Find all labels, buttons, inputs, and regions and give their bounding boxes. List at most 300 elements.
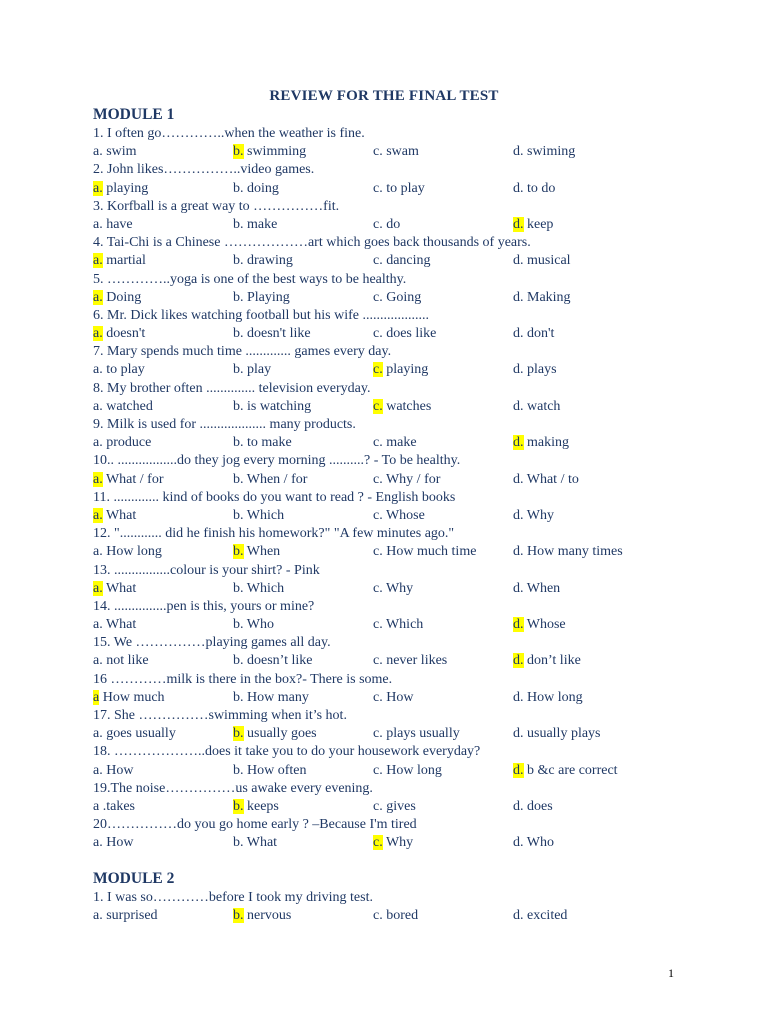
answer-text: How	[102, 762, 134, 778]
answer-letter: b.	[233, 398, 244, 414]
answer-option	[513, 252, 571, 270]
answer-text: have	[102, 216, 133, 232]
answer-text: to play	[382, 180, 425, 196]
answer-option	[93, 252, 146, 270]
answer-text: to make	[243, 435, 292, 451]
answer-option	[513, 325, 554, 343]
answer-text: How long	[523, 689, 583, 705]
answer-letter: c.	[373, 689, 383, 705]
answer-option	[233, 252, 293, 270]
answer-letter: b.	[233, 689, 244, 705]
answer-letter: b.	[233, 362, 244, 378]
answer-letter: d.	[513, 253, 524, 269]
answer-text: Why	[523, 507, 554, 523]
answer-text: When / for	[243, 471, 308, 487]
answer-text: do	[382, 216, 401, 232]
answer-text: goes usually	[102, 726, 176, 742]
answer-text: does like	[382, 326, 437, 342]
selected-answer-letter: d.	[513, 617, 524, 633]
question-text: 12. "............ did he finish his homework?" "A few minutes ago."	[93, 526, 455, 542]
selected-answer-letter: a.	[93, 289, 103, 305]
answer-options	[93, 725, 693, 743]
answer-text: swiming	[523, 144, 576, 160]
question-item	[93, 780, 693, 816]
answer-text: What	[243, 835, 278, 851]
answer-letter: b.	[233, 289, 244, 305]
question-text: 14. ...............pen is this, yours or mine?	[93, 598, 315, 614]
answer-text: excited	[523, 908, 568, 924]
answer-letter: a.	[93, 216, 103, 232]
selected-answer-letter: d.	[513, 216, 524, 232]
answer-option	[93, 543, 162, 561]
selected-answer-letter: a.	[93, 580, 103, 596]
answer-letter: c.	[373, 580, 383, 596]
answer-letter: a.	[93, 435, 103, 451]
answer-letter: b.	[233, 216, 244, 232]
question-text: 7. Mary spends much time ............. games every day.	[93, 344, 392, 360]
question-text: 8. My brother often .............. television everyday.	[93, 380, 371, 396]
answer-option	[233, 289, 290, 307]
answer-option	[513, 616, 566, 634]
answer-option	[233, 398, 311, 416]
question-item	[93, 562, 693, 598]
answer-text: swimming	[243, 144, 307, 160]
question-text: 3. Korfball is a great way to ……………fit.	[93, 198, 340, 214]
question-text: 17. She ……………swimming when it’s hot.	[93, 708, 347, 723]
question-item	[93, 707, 693, 743]
answer-letter: c.	[373, 544, 383, 560]
answer-letter: c.	[373, 253, 383, 269]
answer-letter: d.	[513, 544, 524, 560]
answer-option	[373, 652, 447, 670]
answer-letter: a.	[93, 653, 103, 669]
answer-text: Whose	[523, 617, 566, 633]
question-item	[93, 816, 693, 852]
answer-text: plays	[523, 362, 557, 378]
answer-option	[513, 580, 560, 598]
answer-text: dancing	[382, 253, 431, 269]
answer-text: When	[243, 544, 281, 560]
answer-option	[233, 762, 307, 780]
answer-option	[513, 507, 554, 525]
answer-option	[233, 616, 274, 634]
answer-option	[373, 398, 431, 416]
answer-option	[93, 216, 133, 234]
answer-letter: a.	[93, 398, 103, 414]
answer-option	[513, 471, 579, 489]
answer-letter: d.	[513, 580, 524, 596]
answer-letter: a.	[93, 908, 103, 924]
selected-answer-letter: b.	[233, 544, 244, 560]
answer-option	[233, 216, 277, 234]
answer-letter: d.	[513, 180, 524, 196]
question-text: 1. I often go…………..when the weather is fine.	[93, 126, 365, 141]
answer-text: Which	[382, 617, 424, 633]
answer-letter: d.	[513, 289, 524, 305]
answer-options	[93, 252, 693, 270]
answer-options	[93, 834, 693, 852]
answer-options	[93, 180, 693, 198]
module-1-heading: MODULE 1	[93, 106, 175, 123]
question-text: 20……………do you go home early ? –Because I'm tired	[93, 817, 417, 833]
answer-text: What / to	[523, 471, 579, 487]
answer-option	[93, 834, 133, 852]
answer-option	[233, 580, 284, 598]
answer-option	[513, 834, 554, 852]
answer-option	[513, 762, 618, 780]
answer-letter: a.	[93, 617, 103, 633]
answer-letter: b.	[233, 617, 244, 633]
answer-text: doesn't	[102, 326, 146, 342]
answer-letter: a.	[93, 762, 103, 778]
answer-option	[233, 325, 311, 343]
answer-option	[93, 907, 158, 925]
answer-text: Making	[523, 289, 571, 305]
answer-text: playing	[382, 362, 429, 378]
answer-letter: d.	[513, 908, 524, 924]
selected-answer-letter: d.	[513, 435, 524, 451]
question-text: 16 …………milk is there in the box?- There is some.	[93, 671, 393, 687]
answer-text: How many times	[523, 544, 623, 560]
selected-answer-letter: a.	[93, 326, 103, 342]
answer-option	[93, 434, 151, 452]
question-text: 18. ………………..does it take you to do your housework everyday?	[93, 744, 481, 760]
question-item	[93, 234, 693, 270]
module-2-heading: MODULE 2	[93, 870, 175, 887]
answer-option	[373, 434, 417, 452]
answer-option	[513, 652, 581, 670]
answer-text: plays usually	[382, 726, 460, 742]
answer-letter: d.	[513, 398, 524, 414]
answer-text: Who	[243, 617, 274, 633]
answer-options	[93, 689, 693, 707]
selected-answer-letter: c.	[373, 398, 383, 414]
answer-text: How often	[243, 762, 307, 778]
answer-letter: c.	[373, 617, 383, 633]
answer-options	[93, 507, 693, 525]
answer-option	[93, 471, 164, 489]
answer-option	[373, 289, 421, 307]
answer-option	[373, 725, 460, 743]
answer-text: Doing	[102, 289, 142, 305]
question-item	[93, 489, 693, 525]
answer-option	[93, 798, 135, 816]
answer-option	[373, 471, 440, 489]
answer-option	[373, 907, 418, 925]
answer-option	[373, 325, 436, 343]
question-item	[93, 307, 693, 343]
answer-letter: c.	[373, 507, 383, 523]
answer-letter: b.	[233, 507, 244, 523]
answer-text: bored	[382, 908, 419, 924]
answer-text: swim	[102, 144, 137, 160]
answer-option	[373, 180, 425, 198]
answer-option	[93, 398, 153, 416]
question-text: 15. We ……………playing games all day.	[93, 635, 331, 651]
answer-text: Why	[382, 835, 414, 851]
answer-letter: c.	[373, 289, 383, 305]
answer-option	[233, 507, 284, 525]
answer-option	[373, 361, 428, 379]
answer-text: How much	[99, 689, 165, 705]
answer-options	[93, 325, 693, 343]
answer-option	[373, 143, 419, 161]
answer-option	[373, 689, 413, 707]
answer-text: watched	[102, 398, 153, 414]
answer-letter: d.	[513, 471, 524, 487]
answer-option	[93, 616, 136, 634]
question-item	[93, 671, 693, 707]
answer-option	[373, 834, 413, 852]
answer-option	[233, 834, 277, 852]
answer-text: not like	[102, 653, 149, 669]
answer-option	[93, 180, 148, 198]
question-item	[93, 743, 693, 779]
answer-text: Who	[523, 835, 554, 851]
answer-letter: c.	[373, 908, 383, 924]
answer-options	[93, 471, 693, 489]
answer-option	[513, 798, 553, 816]
question-text: 13. ................colour is your shirt? - Pink	[93, 562, 320, 578]
answer-letter: a.	[93, 544, 103, 560]
answer-option	[513, 434, 569, 452]
answer-text: b &c are correct	[523, 762, 618, 778]
question-item	[93, 125, 693, 161]
selected-answer-letter: b.	[233, 726, 244, 742]
page-number: 1	[668, 966, 674, 980]
answer-text: never likes	[382, 653, 448, 669]
answer-text: doesn't like	[243, 326, 311, 342]
answer-option	[93, 580, 136, 598]
answer-option	[233, 689, 309, 707]
answer-text: watch	[523, 398, 561, 414]
answer-letter: d.	[513, 326, 524, 342]
question-text: 5. …………..yoga is one of the best ways to be healthy.	[93, 271, 407, 287]
answer-text: What	[102, 580, 137, 596]
question-item	[93, 343, 693, 379]
selected-answer-letter: a.	[93, 471, 103, 487]
answer-text: Going	[382, 289, 422, 305]
answer-options	[93, 580, 693, 598]
answer-text: How much time	[382, 544, 477, 560]
answer-letter: a.	[93, 362, 103, 378]
answer-option	[513, 180, 555, 198]
answer-option	[233, 652, 312, 670]
answer-option	[373, 798, 416, 816]
answer-letter: b.	[233, 762, 244, 778]
answer-letter: c.	[373, 144, 383, 160]
answer-option	[93, 289, 141, 307]
answer-letter: c.	[373, 726, 383, 742]
document-title: REVIEW FOR THE FINAL TEST	[269, 88, 499, 104]
answer-option	[233, 798, 279, 816]
answer-text: What	[102, 617, 137, 633]
answer-options	[93, 652, 693, 670]
answer-text: Which	[243, 580, 285, 596]
answer-option	[373, 616, 423, 634]
answer-option	[233, 361, 271, 379]
answer-text: make	[243, 216, 278, 232]
answer-text: musical	[523, 253, 571, 269]
selected-answer-letter: a.	[93, 253, 103, 269]
module-2-question-list	[93, 889, 693, 925]
answer-letter: b.	[233, 180, 244, 196]
answer-options	[93, 616, 693, 634]
selected-answer-letter: a	[93, 689, 100, 705]
answer-option	[233, 543, 280, 561]
answer-option	[93, 507, 136, 525]
answer-letter: c.	[373, 653, 383, 669]
answer-options	[93, 907, 693, 925]
selected-answer-letter: c.	[373, 835, 383, 851]
answer-text: keep	[523, 216, 554, 232]
selected-answer-letter: a.	[93, 180, 103, 196]
answer-letter: b.	[233, 580, 244, 596]
answer-option	[513, 543, 623, 561]
answer-letter: a.	[93, 726, 103, 742]
answer-text: to play	[102, 362, 145, 378]
answer-letter: d.	[513, 689, 524, 705]
answer-text: How long	[382, 762, 442, 778]
answer-option	[513, 361, 557, 379]
answer-letter: a .takes	[93, 798, 135, 814]
answer-letter: d.	[513, 144, 524, 160]
answer-letter: b.	[233, 471, 244, 487]
answer-option	[233, 434, 292, 452]
answer-text: does	[523, 798, 553, 814]
answer-text: to do	[523, 180, 556, 196]
question-item	[93, 598, 693, 634]
answer-text: martial	[102, 253, 146, 269]
answer-text: keeps	[243, 798, 279, 814]
question-text: 11. ............. kind of books do you want to read ? - English books	[93, 489, 456, 505]
selected-answer-letter: b.	[233, 798, 244, 814]
answer-letter: d.	[513, 507, 524, 523]
answer-letter: d.	[513, 726, 524, 742]
answer-text: What	[102, 507, 137, 523]
answer-text: When	[523, 580, 561, 596]
answer-text: watches	[382, 398, 432, 414]
question-text: 4. Tai-Chi is a Chinese ………………art which goes back thousands of years.	[93, 235, 531, 251]
answer-text: playing	[102, 180, 149, 196]
selected-answer-letter: d.	[513, 653, 524, 669]
answer-letter: c.	[373, 326, 383, 342]
question-item	[93, 380, 693, 416]
selected-answer-letter: b.	[233, 144, 244, 160]
answer-text: Why	[382, 580, 414, 596]
answer-option	[233, 725, 317, 743]
answer-text: How	[382, 689, 414, 705]
answer-option	[93, 689, 165, 707]
answer-text: drawing	[243, 253, 293, 269]
answer-letter: c.	[373, 798, 383, 814]
answer-text: don’t like	[523, 653, 581, 669]
answer-text: play	[243, 362, 272, 378]
answer-option	[513, 289, 571, 307]
selected-answer-letter: c.	[373, 362, 383, 378]
answer-option	[513, 398, 560, 416]
answer-options	[93, 762, 693, 780]
answer-text: How long	[102, 544, 162, 560]
answer-letter: a.	[93, 835, 103, 851]
answer-text: doesn’t like	[243, 653, 313, 669]
question-text: 6. Mr. Dick likes watching football but his wife ...................	[93, 307, 429, 323]
answer-letter: c.	[373, 216, 383, 232]
answer-option	[513, 725, 601, 743]
selected-answer-letter: a.	[93, 507, 103, 523]
answer-text: usually plays	[523, 726, 601, 742]
answer-option	[373, 543, 476, 561]
question-item	[93, 889, 693, 925]
answer-option	[373, 762, 442, 780]
answer-options	[93, 798, 693, 816]
answer-text: make	[382, 435, 417, 451]
answer-text: is watching	[243, 398, 312, 414]
answer-options	[93, 143, 693, 161]
answer-text: What / for	[102, 471, 164, 487]
answer-option	[93, 325, 145, 343]
answer-option	[93, 361, 145, 379]
answer-option	[93, 143, 137, 161]
question-text: 2. John likes……………..video games.	[93, 162, 315, 178]
question-text: 19.The noise……………us awake every evening.	[93, 780, 373, 796]
question-item	[93, 525, 693, 561]
answer-text: How	[102, 835, 134, 851]
question-item	[93, 634, 693, 670]
answer-text: usually goes	[243, 726, 317, 742]
answer-letter: d.	[513, 798, 524, 814]
answer-option	[373, 252, 431, 270]
answer-text: produce	[102, 435, 152, 451]
answer-text: Why / for	[382, 471, 441, 487]
answer-options	[93, 216, 693, 234]
answer-letter: a.	[93, 144, 103, 160]
question-item	[93, 161, 693, 197]
answer-text: making	[523, 435, 569, 451]
answer-options	[93, 434, 693, 452]
question-item	[93, 416, 693, 452]
answer-text: gives	[382, 798, 416, 814]
question-item	[93, 198, 693, 234]
answer-text: nervous	[243, 908, 292, 924]
answer-options	[93, 543, 693, 561]
answer-option	[93, 725, 176, 743]
question-item	[93, 271, 693, 307]
answer-letter: d.	[513, 362, 524, 378]
answer-letter: b.	[233, 435, 244, 451]
answer-option	[233, 180, 279, 198]
answer-letter: c.	[373, 471, 383, 487]
answer-option	[233, 907, 291, 925]
answer-option	[373, 507, 425, 525]
answer-letter: d.	[513, 835, 524, 851]
answer-option	[233, 143, 306, 161]
answer-option	[373, 580, 413, 598]
answer-option	[513, 907, 567, 925]
answer-letter: b.	[233, 253, 244, 269]
answer-text: How many	[243, 689, 309, 705]
selected-answer-letter: b.	[233, 908, 244, 924]
answer-text: Whose	[382, 507, 425, 523]
answer-text: swam	[382, 144, 419, 160]
answer-text: don't	[523, 326, 555, 342]
answer-option	[513, 689, 583, 707]
answer-option	[93, 762, 133, 780]
answer-letter: b.	[233, 835, 244, 851]
answer-options	[93, 361, 693, 379]
answer-text: surprised	[102, 908, 158, 924]
answer-letter: c.	[373, 435, 383, 451]
